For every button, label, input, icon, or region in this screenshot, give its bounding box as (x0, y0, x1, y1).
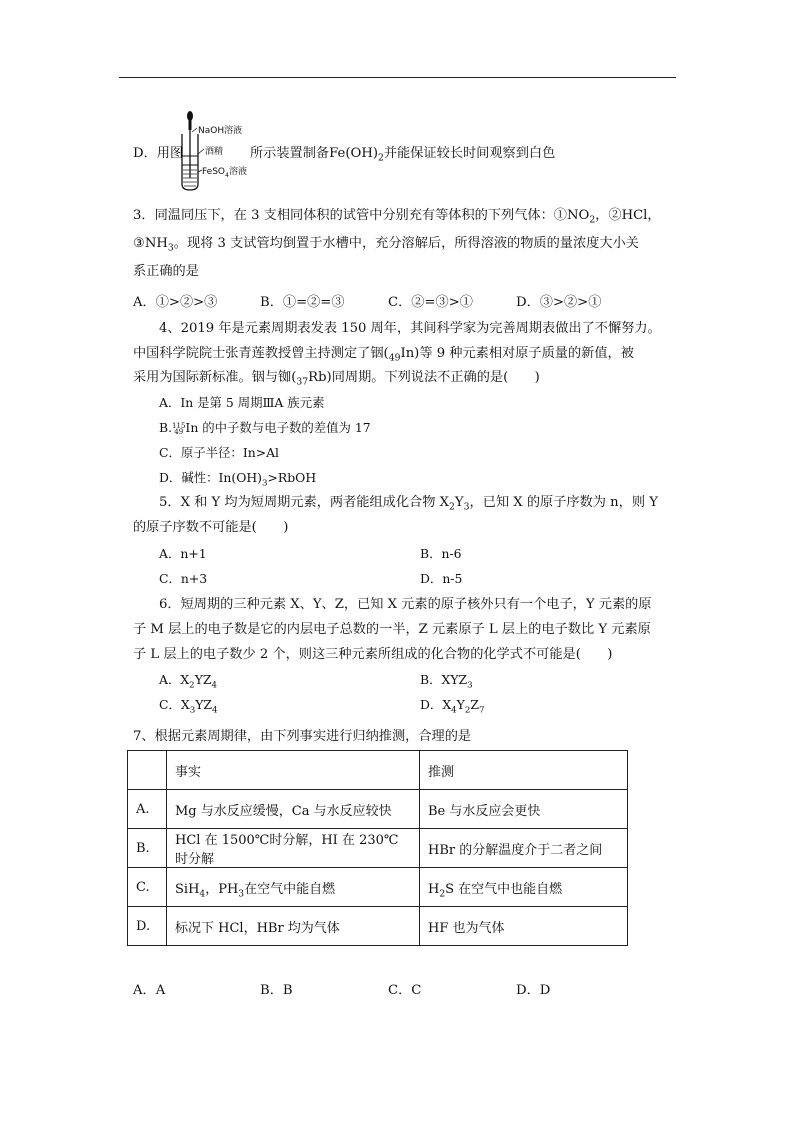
q7-option-d[interactable]: D．D (516, 983, 551, 998)
q6-line2: 子 M 层上的电子数是它的内层电子总数的一半，Z 元素原子 L 层上的电子数比 Y 元素原 (133, 622, 651, 637)
label-feso4: FeSO$_4$溶液 (202, 167, 248, 179)
q3-option-d[interactable]: D．③>②>① (516, 295, 602, 310)
q6-line3: 子 L 层上的电子数少 2 个，则这三种元素所组成的化合物的化学式不可能是( ) (133, 647, 613, 662)
row-guess: $H_2S$ 在空气中也能自燃 (420, 868, 628, 907)
header-cell-empty (128, 751, 167, 790)
row-fact: SiH$_4$，$PH_3$在空气中能自燃 (167, 868, 420, 907)
row-label: C. (128, 868, 167, 907)
q3-option-a[interactable]: A．①>②>③ (133, 295, 218, 310)
table-row (128, 907, 628, 946)
q5-option-a[interactable]: A．n+1 (159, 546, 207, 561)
q4-option-c[interactable]: C．原子半径：In>Al (159, 445, 279, 460)
q4-option-b[interactable]: B.115 49 In 的中子数与电子数的差值为 17 (159, 420, 371, 436)
q6-line1: 6．短周期的三种元素 X、Y、Z，已知 X 元素的原子核外只有一个电子，Y 元素的原 (159, 597, 652, 612)
q6-option-a[interactable]: A．$X_2YZ_4$ (159, 672, 217, 691)
header-cell-guess: 推测 (420, 751, 628, 790)
row-guess: HBr 的分解温度介于二者之间 (420, 829, 628, 868)
header-cell-fact: 事实 (167, 751, 420, 790)
table-row (128, 790, 628, 829)
q6-option-d[interactable]: D．$X_4Y_2Z_7$ (420, 697, 485, 716)
q5-line2: 的原子序数不可能是( ) (133, 520, 289, 535)
row-guess: Be 与水反应会更快 (420, 790, 628, 829)
row-label: A. (128, 790, 167, 829)
q6-option-b[interactable]: B．$XYZ_3$ (420, 672, 473, 691)
q5-option-d[interactable]: D．n-5 (420, 571, 463, 586)
header-rule (119, 77, 676, 78)
q5-option-c[interactable]: C．n+3 (159, 571, 208, 586)
row-label: B. (128, 829, 167, 868)
q5-option-b[interactable]: B．n-6 (420, 546, 462, 561)
q7-option-b[interactable]: B．B (260, 983, 293, 998)
q2-option-d-prefix: D．用图 (133, 146, 184, 161)
q4-option-a[interactable]: A．In 是第 5 周期ⅢA 族元素 (159, 395, 325, 410)
q5-line1: 5．X 和 Y 均为短周期元素，两者能组成化合物 $X_2Y_3$，已知 X 的原子序数为 n，则 Y (159, 495, 658, 513)
q3-line3: 系正确的是 (133, 264, 199, 279)
row-fact: HCl 在 1500℃时分解，HI 在 230℃时分解 (167, 829, 420, 868)
q3-line1: 3．同温同压下，在 3 支相同体积的试管中分别充有等体积的下列气体：$①NO_2$，②HCl， (133, 208, 661, 226)
table-header-row (128, 751, 628, 790)
row-fact: Mg 与水反应缓慢，Ca 与水反应较快 (167, 790, 420, 829)
table-row (128, 829, 628, 868)
q4-line1: 4、2019 年是元素周期表发表 150 周年，其间科学家为完善周期表做出了不懈努力。 (159, 321, 661, 336)
q4-line3: 采用为国际新标准。铟与铷$(_{37}Rb)$同周期。下列说法不正确的是( ) (133, 370, 540, 388)
table-row (128, 868, 628, 907)
q7-option-c[interactable]: C．C (388, 983, 422, 998)
q7-option-a[interactable]: A．A (133, 983, 166, 998)
q4-option-d[interactable]: D．碱性：$In(OH)_3>RbOH$ (159, 470, 317, 489)
q3-option-c[interactable]: C．②=③>① (388, 295, 473, 310)
q3-line2: $③NH_3$。现将 3 支试管均倒置于水槽中，充分溶解后，所得溶液的物质的量浓度大小关 (133, 236, 639, 254)
label-naoh: NaOH溶液 (198, 126, 243, 136)
q7-stem: 7、根据元素周期律，由下列事实进行归纳推测，合理的是 (133, 729, 472, 744)
label-alcohol: 酒精 (205, 147, 224, 157)
row-label: D. (128, 907, 167, 946)
row-fact: 标况下 HCl，HBr 均为气体 (167, 907, 420, 946)
row-guess: HF 也为气体 (420, 907, 628, 946)
q7-facts-table (127, 750, 628, 946)
q3-option-b[interactable]: B．①=②=③ (260, 295, 345, 310)
q6-option-c[interactable]: C．$X_3YZ_4$ (159, 697, 218, 716)
apparatus-figure (180, 110, 260, 192)
q4-line2: 中国科学院院士张青莲教授曾主持测定了铟$(_{49}In)$等 9 种元素相对原子质量的新值，被 (133, 346, 634, 364)
q2-option-d-text: 所示装置制备$Fe(OH)_2$并能保证较长时间观察到白色 (250, 146, 556, 164)
